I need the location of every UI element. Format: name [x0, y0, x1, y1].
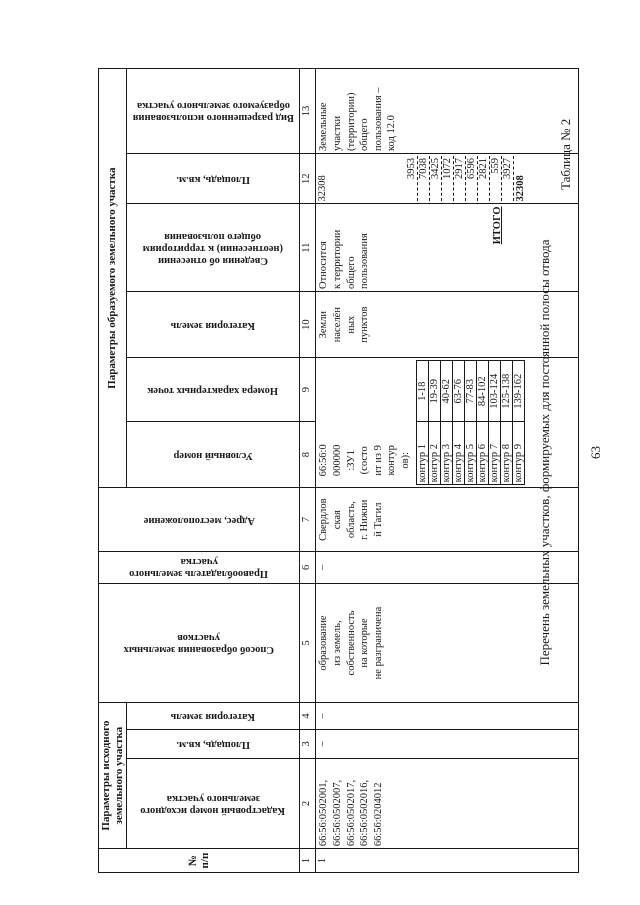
conditional-number-cell — [316, 358, 579, 488]
cadastral-number: 66:56:0204012 — [372, 782, 384, 847]
col-number: 1 — [300, 849, 316, 873]
cond-number-line: 000000 — [331, 444, 343, 477]
cond-number-line: контур — [386, 445, 398, 476]
col-number: 8 — [300, 421, 316, 487]
contour-area: 3927 — [502, 156, 514, 201]
header-source-group: Параметры исходного земельного участка — [99, 703, 127, 849]
contour-row — [440, 361, 452, 485]
contour-points: 103-124 — [488, 361, 500, 422]
method-line: не разграничена — [372, 606, 384, 680]
contour-area: 6596 — [466, 156, 478, 201]
category-line: пунктов — [359, 306, 371, 343]
owner-value: – — [316, 551, 579, 583]
address-line: й Тагил — [372, 502, 384, 537]
header-area-new: Площадь, кв.м. — [127, 154, 300, 204]
col-number: 13 — [300, 69, 316, 154]
total-value: 32308 — [515, 175, 527, 202]
cadastral-numbers-cell — [316, 758, 579, 848]
contour-points: 84-102 — [476, 361, 488, 422]
contour-area: 3953 — [406, 156, 418, 201]
contour-points: 40-62 — [440, 361, 452, 422]
permitted-use-line: участки — [331, 115, 343, 152]
total-label: ИТОГО — [491, 206, 503, 245]
address-line: Свердлов — [318, 498, 330, 541]
page-number: 63 — [588, 446, 603, 459]
permitted-use-line: общего — [359, 118, 371, 152]
cond-number-line: ит из 9 — [372, 445, 384, 476]
permitted-use-line: пользования – — [372, 87, 384, 152]
contour-points: 77-83 — [464, 361, 476, 422]
header-category-new: Категория земель — [127, 291, 300, 357]
cond-number-line: (состо — [359, 446, 371, 475]
row-number: 1 — [316, 849, 579, 873]
category-line: населён — [331, 307, 343, 343]
contour-name: контур 6 — [476, 422, 488, 485]
area-total-top: 32308 — [317, 175, 329, 202]
header-permitted-use: Вид разрешенного использования образуемого земельного участка — [127, 69, 300, 154]
table-row — [316, 69, 579, 873]
document-title: Перечень земельных участков, формируемых для постоянной полосы отвода — [537, 239, 552, 666]
contour-name: контур 8 — [500, 422, 512, 485]
method-cell — [316, 583, 579, 702]
col-number: 11 — [300, 204, 316, 292]
cond-number-line: 66:56:0 — [318, 444, 330, 477]
contour-points: 19-39 — [428, 361, 440, 422]
public-use-line: пользования — [359, 233, 371, 289]
contour-row — [512, 361, 524, 485]
header-cond-number: Условный номер — [127, 421, 300, 487]
cadastral-number: 66:56:0502016, — [359, 779, 371, 847]
new-category-cell — [316, 291, 579, 357]
contour-row — [452, 361, 464, 485]
source-area-value: – — [316, 729, 579, 758]
col-number: 7 — [300, 488, 316, 552]
contour-areas-list — [406, 156, 514, 201]
table-label: Таблица № 2 — [558, 118, 573, 190]
contour-points: 125-138 — [500, 361, 512, 422]
address-cell — [316, 488, 579, 552]
contour-area: 3425 — [430, 156, 442, 201]
public-use-line: общего — [345, 256, 357, 289]
header-address: Адрес, местоположение — [99, 488, 300, 552]
contour-area: 2821 — [478, 156, 490, 201]
address-line: г. Нижни — [359, 499, 371, 540]
permitted-use-line: Земельные — [318, 102, 330, 152]
method-line: из земель, — [331, 620, 343, 666]
col-number: 10 — [300, 291, 316, 357]
header-public-use: Сведения об отнесении (неотнесении) к территориям общего пользования — [127, 204, 300, 292]
cadastral-number: 66:56:0502007, — [331, 779, 343, 847]
address-line: ская — [331, 510, 343, 530]
cadastral-number: 66:56:0502001, — [318, 779, 330, 847]
header-points: Номера характерных точек — [127, 358, 300, 422]
contour-name: контур 7 — [488, 422, 500, 485]
category-line: Земли — [318, 310, 330, 339]
col-number: 12 — [300, 154, 316, 204]
contour-name: контур 3 — [440, 422, 452, 485]
contour-area: 7038 — [418, 156, 430, 201]
col-number: 3 — [300, 729, 316, 758]
category-line: ных — [345, 315, 357, 334]
contour-row — [464, 361, 476, 485]
col-number: 6 — [300, 551, 316, 583]
contour-name: контур 9 — [512, 422, 524, 485]
header-method: Способ образования земельных участков — [99, 583, 300, 702]
address-line: область, — [345, 501, 357, 539]
col-number: 4 — [300, 703, 316, 730]
col-number: 9 — [300, 358, 316, 422]
contour-name: контур 2 — [428, 422, 440, 485]
header-cadastral: Кадастровый номер исходного земельного участка — [127, 758, 300, 848]
permitted-use-line: (территории) — [345, 92, 357, 152]
contour-row — [428, 361, 440, 485]
contour-area: 2917 — [454, 156, 466, 201]
cond-number-line: ов): — [400, 452, 412, 469]
contour-name: контур 1 — [416, 422, 428, 485]
area-new-cell — [316, 154, 579, 204]
header-category-source: Категория земель — [127, 703, 300, 730]
contour-row — [500, 361, 512, 485]
contours-table — [416, 360, 525, 485]
contour-row — [488, 361, 500, 485]
header-formed-group: Параметры образуемого земельного участка — [99, 69, 127, 488]
cadastral-number: 66:56:0502017, — [345, 779, 357, 847]
public-use-cell — [316, 204, 579, 292]
column-numbers-row — [300, 69, 316, 873]
header-owner: Правообладатель земельного участка — [99, 551, 300, 583]
public-use-line: Относится — [318, 241, 330, 289]
public-use-line: к территории — [331, 229, 343, 289]
col-number: 2 — [300, 758, 316, 848]
permitted-use-cell — [316, 69, 579, 154]
col-number: 5 — [300, 583, 316, 702]
method-line: собственность — [345, 610, 357, 676]
contour-points: 1-18 — [416, 361, 428, 422]
cond-number-line: :ЗУ1 — [345, 450, 357, 471]
method-line: образование — [318, 615, 330, 671]
permitted-use-line: код 12.0 — [386, 115, 398, 152]
contour-name: контур 4 — [452, 422, 464, 485]
method-line: на которые — [359, 618, 371, 668]
source-category-value: – — [316, 703, 579, 730]
header-area-source: Площадь, кв.м. — [127, 729, 300, 758]
contour-name: контур 5 — [464, 422, 476, 485]
contour-area: 1072 — [442, 156, 454, 201]
contour-points: 139-162 — [512, 361, 524, 422]
contour-row — [416, 361, 428, 485]
contour-row — [476, 361, 488, 485]
land-plots-table — [98, 68, 579, 873]
contour-points: 63-76 — [452, 361, 464, 422]
header-num: № п/п — [99, 849, 300, 873]
contour-area: 559 — [490, 156, 502, 201]
